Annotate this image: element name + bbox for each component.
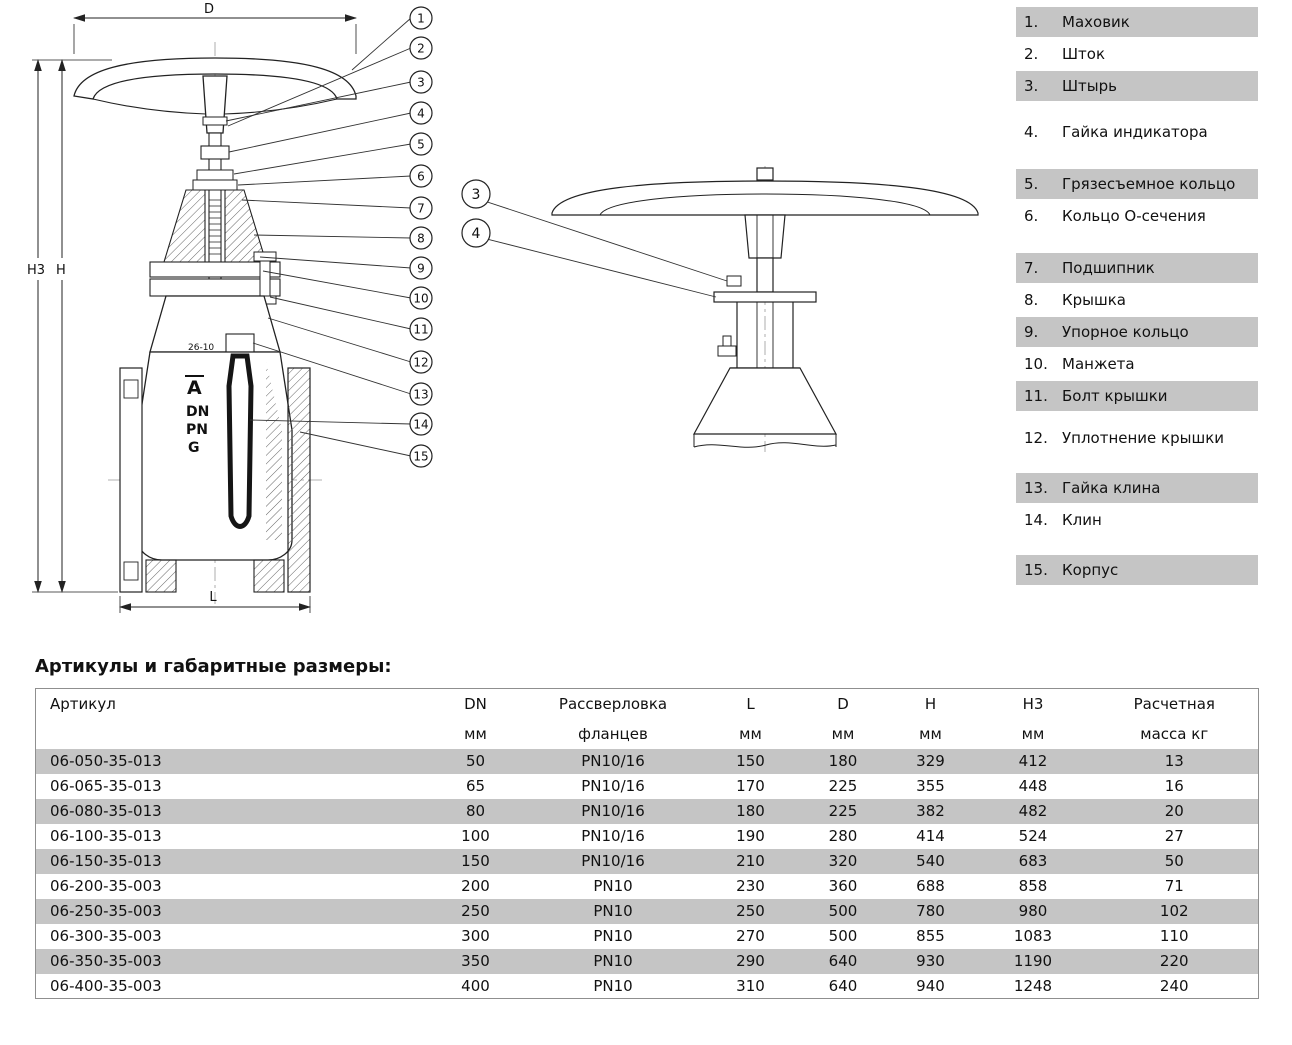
table-row [36,749,1259,774]
table-row [36,799,1259,824]
column-header: D [837,694,849,713]
callout-leader-line [352,18,411,70]
stem-cap [757,168,773,180]
column-header: H [924,694,937,713]
dim-d-label: D [203,2,215,17]
article-cell: 06-080-35-013 [50,802,162,820]
pin [203,117,227,125]
value-cell: 448 [1018,777,1048,795]
casting-stamp: 26-10 [188,343,215,353]
value-cell: PN10 [593,902,633,920]
value-cell: 150 [461,852,490,870]
value-cell: 225 [828,802,858,820]
bonnet-skirt-side [694,368,836,434]
value-cell: 210 [736,852,765,870]
legend-item [1016,169,1258,199]
value-cell: 150 [736,752,765,770]
callout-leader-line [300,432,411,456]
table-row [36,824,1259,849]
callout-leader-line [229,113,411,152]
value-cell: 500 [828,927,858,945]
column-header: Артикул [50,694,116,713]
legend-item-label: Гайка клина [1062,479,1161,497]
body-foot-left [146,560,176,592]
indicator-nut [201,146,229,159]
legend-item-label: Шток [1062,45,1106,63]
stem-side [757,258,773,292]
column-header: L [746,694,755,713]
callout-leader-line [260,257,411,268]
article-cell: 06-150-35-013 [50,852,162,870]
value-cell: 300 [461,927,490,945]
callout-number: 3 [417,75,425,90]
value-cell: PN10 [593,927,633,945]
value-cell: 382 [916,802,945,820]
column-header-units [36,719,426,749]
callout-leader-line [254,235,411,238]
wedge [229,356,251,527]
legend-item-label: Манжета [1062,355,1135,373]
callout-number: 13 [413,387,429,402]
mark-g: G [188,440,200,456]
hub-side [745,215,785,258]
callout-leader-line [234,144,411,174]
article-cell: 06-250-35-003 [50,902,162,920]
callout-number: 14 [413,417,429,432]
table-row [36,949,1259,974]
value-cell: 225 [828,777,858,795]
legend-item-label: Гайка индикатора [1062,123,1208,141]
value-cell: 640 [828,976,858,995]
legend-item-label: Маховик [1062,13,1130,31]
table-row [36,849,1259,874]
value-cell: PN10/16 [581,852,645,870]
mark-dn: DN [186,404,210,420]
value-cell: PN10/16 [581,777,645,795]
legend-item-number: 15. [1024,561,1048,579]
dim-l-label: L [209,590,217,605]
value-cell: 500 [828,902,858,920]
legend-item-label: Клин [1062,511,1102,529]
callout-leader-line [238,176,411,185]
o-ring-gland [193,180,237,190]
value-cell: 170 [736,777,765,795]
table-row [36,874,1259,899]
handwheel-side [552,181,978,215]
value-cell: 360 [828,877,858,895]
legend-item-number: 3. [1024,77,1039,95]
legend-item [1016,473,1258,503]
table-title: Артикулы и габаритные размеры: [35,656,392,677]
legend-item-number: 13. [1024,479,1048,497]
value-cell: 1248 [1013,976,1053,995]
dimensions-table-body [36,749,1259,999]
legend-item [1016,555,1258,585]
callout-leader-line [263,271,411,298]
left-flange-bolt-hole-bottom [124,562,138,580]
wedge-nut [226,334,254,352]
value-cell: 482 [1018,802,1048,820]
value-cell: 280 [828,827,858,845]
value-cell: 27 [1164,827,1184,845]
legend-item-number: 8. [1024,291,1039,309]
callout-number: 11 [413,322,429,337]
gland-nut-side [718,346,736,356]
left-pipe-flange [120,368,142,592]
value-cell: 683 [1018,852,1048,870]
value-cell: PN10 [593,952,633,970]
value-cell: 250 [461,902,490,920]
value-cell: 71 [1164,877,1184,895]
column-header-units: мм [919,724,942,743]
legend-item-number: 2. [1024,45,1039,63]
legend-item-label: Болт крышки [1062,387,1168,405]
value-cell: 855 [916,927,945,945]
value-cell: 65 [465,777,486,795]
value-cell: 414 [916,827,945,845]
legend-item [1016,201,1258,231]
callout-leader-line [270,297,411,329]
column-header-units: масса кг [1140,724,1209,743]
legend-item-label: Уплотнение крышки [1062,429,1224,447]
legend-item [1016,285,1258,315]
valve-technical-drawing [0,0,1000,630]
value-cell: 350 [461,952,490,970]
column-header: Расчетная [1133,694,1215,713]
value-cell: 270 [736,927,765,945]
legend-item [1016,317,1258,347]
legend-item-number: 14. [1024,511,1048,529]
value-cell: 640 [828,952,858,970]
callout-number: 10 [413,291,429,306]
bonnet-left [164,190,205,262]
legend-item [1016,39,1258,69]
callout-number: 3 [471,187,481,203]
column-header-units: мм [464,724,487,743]
legend-item-number: 12. [1024,429,1048,447]
dimensions-table [35,688,1259,999]
pin-side [727,276,741,286]
table-row [36,774,1259,799]
front-view [74,42,356,604]
drawing-area [0,0,1000,630]
article-cell: 06-100-35-013 [50,827,162,845]
flange-plate-side [714,292,816,302]
column-header-units: фланцев [578,724,648,743]
value-cell: 540 [916,852,945,870]
wiper-ring [197,170,233,180]
callout-number: 4 [471,226,481,242]
value-cell: 16 [1164,777,1184,795]
value-cell: 1083 [1013,927,1053,945]
value-cell: 220 [1159,952,1189,970]
value-cell: 355 [916,777,945,795]
column-header: H3 [1022,694,1044,713]
column-header: DN [464,694,487,713]
legend-item [1016,253,1258,283]
value-cell: 940 [916,976,945,995]
value-cell: PN10 [593,976,633,995]
body-foot-right [254,560,284,592]
value-cell: 50 [465,752,486,770]
legend-item-number: 7. [1024,259,1039,277]
value-cell: 524 [1018,827,1048,845]
callout-number: 4 [417,106,425,121]
legend-item-number: 5. [1024,175,1039,193]
gland-bolt-side [723,336,731,346]
table-row [36,924,1259,949]
callout-number: 15 [413,449,429,464]
value-cell: 50 [1164,852,1184,870]
legend-item-label: Кольцо О-сечения [1062,207,1206,225]
value-cell: 310 [736,976,765,995]
value-cell: 230 [736,877,765,895]
legend-item-number: 4. [1024,123,1039,141]
side-view [552,166,978,452]
value-cell: 400 [461,976,490,995]
legend-item-label: Корпус [1062,561,1119,579]
value-cell: PN10/16 [581,752,645,770]
parts-legend [1016,5,1258,585]
legend-item [1016,349,1258,379]
article-cell: 06-200-35-003 [50,877,162,895]
article-cell: 06-300-35-003 [50,927,162,945]
table-row [36,974,1259,999]
value-cell: 329 [916,752,945,770]
value-cell: 688 [916,877,945,895]
callout-number: 2 [417,41,425,56]
body-neck [150,296,280,352]
legend-item-label: Подшипник [1062,259,1155,277]
article-cell: 06-065-35-013 [50,777,162,795]
value-cell: 320 [828,852,858,870]
value-cell: 13 [1164,752,1184,770]
callout-number: 9 [417,261,425,276]
column-header-units: мм [739,724,762,743]
value-cell: 180 [828,752,858,770]
value-cell: PN10/16 [581,802,645,820]
value-cell: PN10 [593,877,633,895]
value-cell: 102 [1159,902,1189,920]
value-cell: 80 [465,802,486,820]
column-header-units: мм [831,724,855,743]
value-cell: 110 [1159,927,1189,945]
table-row [36,899,1259,924]
callout-number: 12 [413,355,429,370]
column-header: Рассверловка [558,694,668,713]
callout-number: 7 [417,201,425,216]
legend-item-number: 6. [1024,207,1039,225]
dimensions-table-head [36,689,1259,749]
callout-leader-line [268,318,411,362]
legend-item [1016,7,1258,37]
legend-item-label: Грязесъемное кольцо [1062,175,1236,193]
value-cell: 290 [736,952,765,970]
legend-item [1016,505,1258,535]
value-cell: 100 [461,827,490,845]
legend-item [1016,381,1258,411]
value-cell: 1190 [1013,952,1053,970]
left-flange-bolt-hole-top [124,380,138,398]
value-cell: 240 [1159,976,1189,995]
legend-item [1016,117,1258,147]
value-cell: 780 [916,902,945,920]
callout-leader-line [242,200,411,208]
value-cell: 980 [1018,902,1048,920]
table-section [35,656,1258,999]
value-cell: PN10/16 [581,827,645,845]
bonnet-bolt-head [254,252,276,261]
brand-logo: A [187,377,202,399]
value-cell: 250 [736,902,765,920]
column-header-units: мм [1021,724,1045,743]
value-cell: 200 [461,877,490,895]
callout-number: 8 [417,231,425,246]
article-cell: 06-350-35-003 [50,952,162,970]
dim-h-label: H [56,263,66,278]
legend-item-label: Крышка [1062,291,1126,309]
right-pipe-flange [288,368,310,592]
legend-item-label: Штырь [1062,77,1117,95]
callout-number: 5 [417,137,425,152]
table-header-row-1 [36,689,1259,719]
value-cell: 930 [916,952,945,970]
article-cell: 06-400-35-003 [50,976,162,995]
legend-item-number: 10. [1024,355,1048,373]
legend-item-number: 11. [1024,387,1048,405]
legend-item-number: 1. [1024,13,1039,31]
value-cell: 20 [1164,802,1184,820]
article-cell: 06-050-35-013 [50,752,162,770]
callout-number: 6 [417,169,425,184]
value-cell: 190 [736,827,765,845]
callout-number: 1 [417,11,425,26]
legend-item-label: Упорное кольцо [1062,323,1189,341]
value-cell: 180 [736,802,765,820]
legend-item [1016,423,1258,453]
value-cell: 858 [1018,877,1048,895]
legend-item-number: 9. [1024,323,1039,341]
value-cell: 412 [1018,752,1048,770]
legend-item [1016,71,1258,101]
mark-pn: PN [186,422,208,438]
table-header-row-2 [36,719,1259,749]
dim-h3-label: H3 [27,263,46,278]
